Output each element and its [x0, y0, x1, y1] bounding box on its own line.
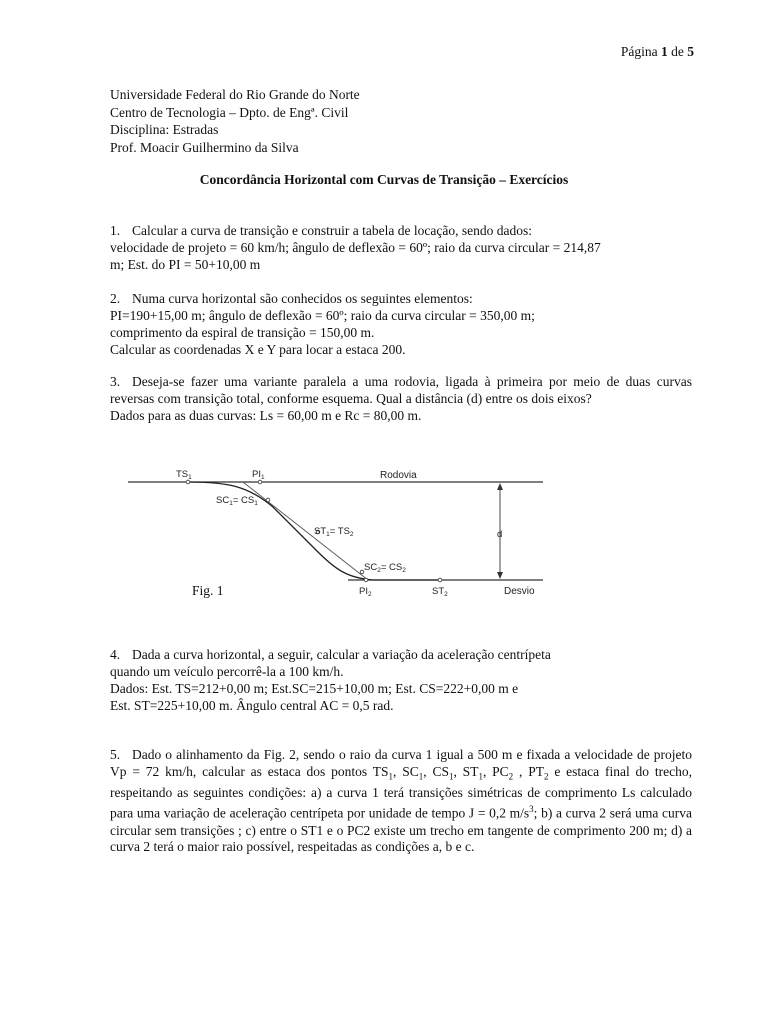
exercise-text: Dada a curva horizontal, a seguir, calcular a variação da aceleração centrípeta	[132, 647, 551, 662]
page-number-current: 1	[661, 44, 668, 59]
exercise-text: Deseja-se fazer uma variante paralela a uma rodovia, ligada à primeira por meio de duas curvas reversas com transição total, conforme esquema. Qual a distância (d) entre os dois eixos?	[110, 374, 692, 406]
exercise-4	[110, 646, 692, 714]
page-number-total: 5	[687, 44, 694, 59]
subscript: 2	[508, 771, 514, 782]
figure-1-diagram	[118, 462, 548, 612]
superscript: 3	[529, 804, 534, 815]
rodovia-label: Rodovia	[380, 470, 417, 481]
pi2-point	[364, 578, 368, 582]
exercise-text: ; b) a curva 2 será uma curva circular sem transições ; c) entre o ST1 e o PC2 existe um trecho em tangente de comprimento 200 m; d) a curva 2 terá o maior raio possível, respeitadas as condições a, b e c.	[110, 805, 692, 855]
subscript: 1	[388, 771, 393, 782]
exercise-number: 4.	[110, 647, 121, 662]
subscript: 1	[478, 771, 483, 782]
exercise-text: Dado o alinhamento da Fig. 2, sendo o raio da curva 1 igual a 500 m e fixada a velocidade de projeto Vp = 72 km/h, calcular as estaca dos pontos TS	[110, 747, 692, 779]
exercise-number: 3.	[110, 374, 121, 389]
exercise-3	[110, 373, 692, 424]
st2-label: $ST_2$	[432, 586, 448, 598]
professor-name: Prof. Moacir Guilhermino da Silva	[110, 139, 299, 155]
exercise-number: 1.	[110, 223, 121, 238]
figure-caption: Fig. 1	[192, 583, 224, 598]
exercise-text: Calcular a curva de transição e construir a tabela de locação, sendo dados:	[132, 223, 532, 238]
arrow-up-icon	[497, 483, 503, 490]
sc1-point	[266, 498, 270, 502]
exercise-text: velocidade de projeto = 60 km/h; ângulo de deflexão = 60º; raio da curva circular = 214,87	[110, 240, 601, 255]
st1-ts2-label: $ST_1= TS_2$	[314, 526, 354, 538]
pi1-label: $PI_1$	[252, 469, 265, 481]
exercise-number: 5.	[110, 747, 121, 762]
subscript: 1	[418, 771, 424, 782]
exercise-text: Calcular as coordenadas X e Y para locar a estaca 200.	[110, 342, 406, 357]
exercise-5	[110, 747, 692, 856]
subscript: 1	[448, 771, 454, 782]
subscript: 2	[543, 771, 549, 782]
exercise-text: , ST	[453, 763, 479, 779]
exercise-2	[110, 290, 692, 358]
exercise-text: comprimento da espiral de transição = 150,00 m.	[110, 325, 375, 340]
exercise-text: e estaca final do trecho, respeitando as seguintes condições: a) a curva 1 terá transições simétricas de comprimento Ls calculado para uma variação de aceleração centrípeta por unidade de tempo J = 0,2 m/s	[110, 763, 692, 821]
distance-d-label: d	[497, 529, 503, 540]
university-name: Universidade Federal do Rio Grande do Norte	[110, 87, 360, 102]
exercise-1	[110, 222, 692, 273]
exercise-text: , PC	[482, 763, 509, 779]
sc1-cs1-label: $SC_1= CS_1$	[216, 495, 258, 507]
page-number-of: de	[671, 44, 684, 59]
exercise-text: m; Est. do PI = 50+10,00 m	[110, 257, 261, 272]
desvio-label: Desvio	[504, 586, 535, 597]
exercise-data: Dados para as duas curvas: Ls = 60,00 m e Rc = 80,00 m.	[110, 408, 422, 423]
exercise-text: , PT	[513, 763, 544, 779]
pi2-label: $PI_2$	[359, 586, 372, 598]
exercise-number: 2.	[110, 291, 121, 306]
page-number	[621, 44, 694, 60]
st2-point	[438, 578, 442, 582]
exercise-text: Numa curva horizontal são conhecidos os seguintes elementos:	[132, 291, 473, 306]
exercise-text: PI=190+15,00 m; ângulo de deflexão = 60º; raio da curva circular = 350,00 m;	[110, 308, 535, 323]
sc2-cs2-label: $SC_2= CS_2$	[364, 562, 406, 574]
document-header	[110, 86, 360, 156]
course-name: Disciplina: Estradas	[110, 122, 219, 137]
department-name: Centro de Tecnologia – Dpto. de Engª. Civil	[110, 104, 349, 120]
arrow-down-icon	[497, 572, 503, 579]
exercise-text: , SC	[393, 763, 419, 779]
exercise-text: Est. ST=225+10,00 m. Ângulo central AC = 0,5 rad.	[110, 698, 394, 713]
exercise-text: , CS	[423, 763, 449, 779]
curve-diagram-svg	[118, 462, 548, 612]
exercise-text: quando um veículo percorrê-la a 100 km/h.	[110, 664, 344, 679]
document-title: Concordância Horizontal com Curvas de Transição – Exercícios	[199, 172, 569, 187]
page-number-prefix: Página	[620, 44, 658, 59]
exercise-text: Dados: Est. TS=212+0,00 m; Est.SC=215+10,00 m; Est. CS=222+0,00 m e	[110, 681, 519, 696]
ts1-label: $TS_1$	[176, 469, 192, 481]
